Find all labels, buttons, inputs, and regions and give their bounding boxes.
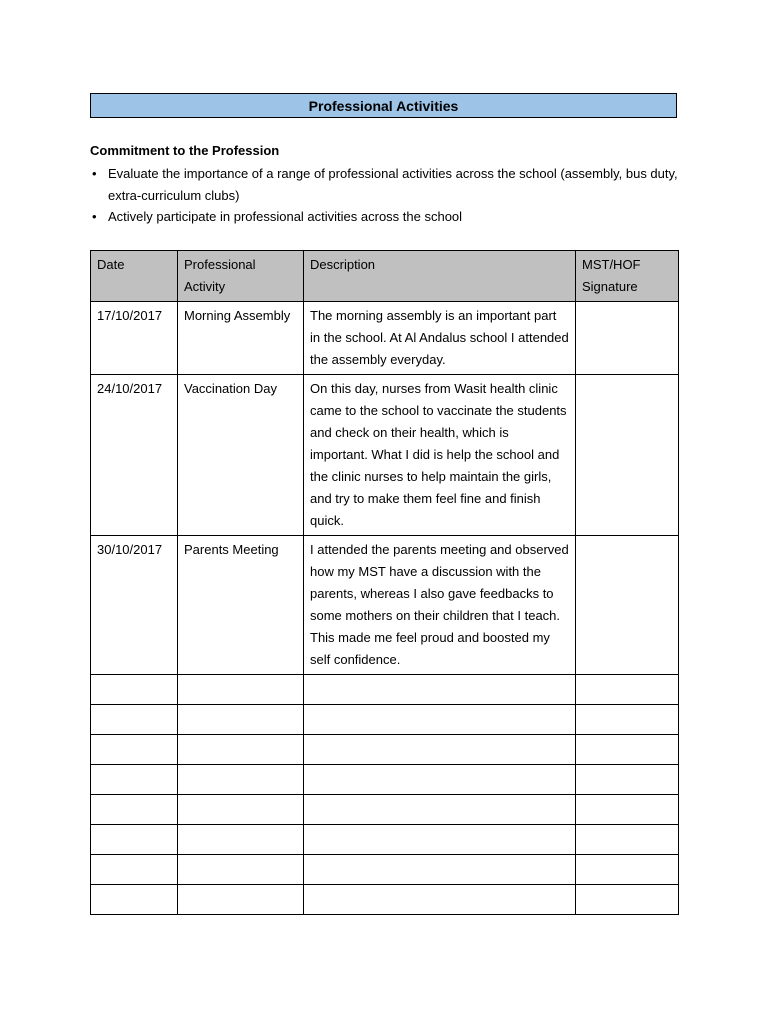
empty-table-row <box>91 675 679 705</box>
row-signature <box>576 375 679 536</box>
row-description: I attended the parents meeting and observed how my MST have a discussion with the parents, whereas I also gave feedbacks to some mothers on their children that I teach. This made me feel proud and boosted my self confidence. <box>304 536 576 675</box>
row-date: 30/10/2017 <box>91 536 178 675</box>
bullet-icon: • <box>92 166 97 181</box>
row-description: On this day, nurses from Wasit health clinic came to the school to vaccinate the students and check on their health, which is important. What I did is help the school and the clinic nurses to help maintain the girls, and try to make them feel fine and finish quick. <box>304 375 576 536</box>
empty-cell <box>304 825 576 855</box>
empty-cell <box>576 885 679 915</box>
row-date: 17/10/2017 <box>91 302 178 375</box>
empty-cell <box>304 795 576 825</box>
header-activity: Professional Activity <box>178 251 304 302</box>
row-activity: Vaccination Day <box>178 375 304 536</box>
table-row <box>91 302 679 375</box>
bullet-text: Actively participate in professional activities across the school <box>108 209 463 224</box>
empty-cell <box>304 675 576 705</box>
table-header-row <box>91 251 679 302</box>
table-row <box>91 536 679 675</box>
bullet-text: Evaluate the importance of a range of professional activities across the school (assembly, bus duty, extra-curriculum clubs) <box>108 166 678 203</box>
empty-cell <box>91 705 178 735</box>
empty-table-row <box>91 825 679 855</box>
empty-cell <box>91 885 178 915</box>
empty-cell <box>576 675 679 705</box>
empty-cell <box>91 795 178 825</box>
empty-table-row <box>91 795 679 825</box>
bullet-item <box>90 206 680 228</box>
row-activity: Morning Assembly <box>178 302 304 375</box>
header-date: Date <box>91 251 178 302</box>
page-title: Professional Activities <box>90 93 677 118</box>
empty-cell <box>91 855 178 885</box>
empty-cell <box>576 825 679 855</box>
empty-table-row <box>91 735 679 765</box>
empty-cell <box>576 855 679 885</box>
empty-cell <box>178 765 304 795</box>
header-description: Description <box>304 251 576 302</box>
section-heading: Commitment to the Profession <box>90 143 280 158</box>
table-row <box>91 375 679 536</box>
header-signature: MST/HOF Signature <box>576 251 679 302</box>
empty-cell <box>178 675 304 705</box>
activities-table <box>90 250 679 915</box>
empty-cell <box>91 765 178 795</box>
empty-cell <box>304 855 576 885</box>
row-signature <box>576 536 679 675</box>
empty-cell <box>91 675 178 705</box>
empty-cell <box>178 855 304 885</box>
empty-cell <box>304 705 576 735</box>
row-date: 24/10/2017 <box>91 375 178 536</box>
empty-cell <box>178 885 304 915</box>
empty-cell <box>91 825 178 855</box>
empty-cell <box>576 735 679 765</box>
empty-table-row <box>91 855 679 885</box>
empty-cell <box>178 825 304 855</box>
empty-table-row <box>91 885 679 915</box>
empty-cell <box>91 735 178 765</box>
empty-cell <box>576 705 679 735</box>
empty-cell <box>178 795 304 825</box>
empty-cell <box>304 735 576 765</box>
bullet-item <box>90 163 680 206</box>
empty-cell <box>178 705 304 735</box>
empty-cell <box>304 885 576 915</box>
row-activity: Parents Meeting <box>178 536 304 675</box>
bullet-icon: • <box>92 209 97 224</box>
empty-cell <box>576 765 679 795</box>
row-signature <box>576 302 679 375</box>
empty-cell <box>576 795 679 825</box>
empty-cell <box>304 765 576 795</box>
bullet-list <box>90 163 680 228</box>
empty-table-row <box>91 705 679 735</box>
empty-table-row <box>91 765 679 795</box>
row-description: The morning assembly is an important part in the school. At Al Andalus school I attended the assembly everyday. <box>304 302 576 375</box>
empty-cell <box>178 735 304 765</box>
